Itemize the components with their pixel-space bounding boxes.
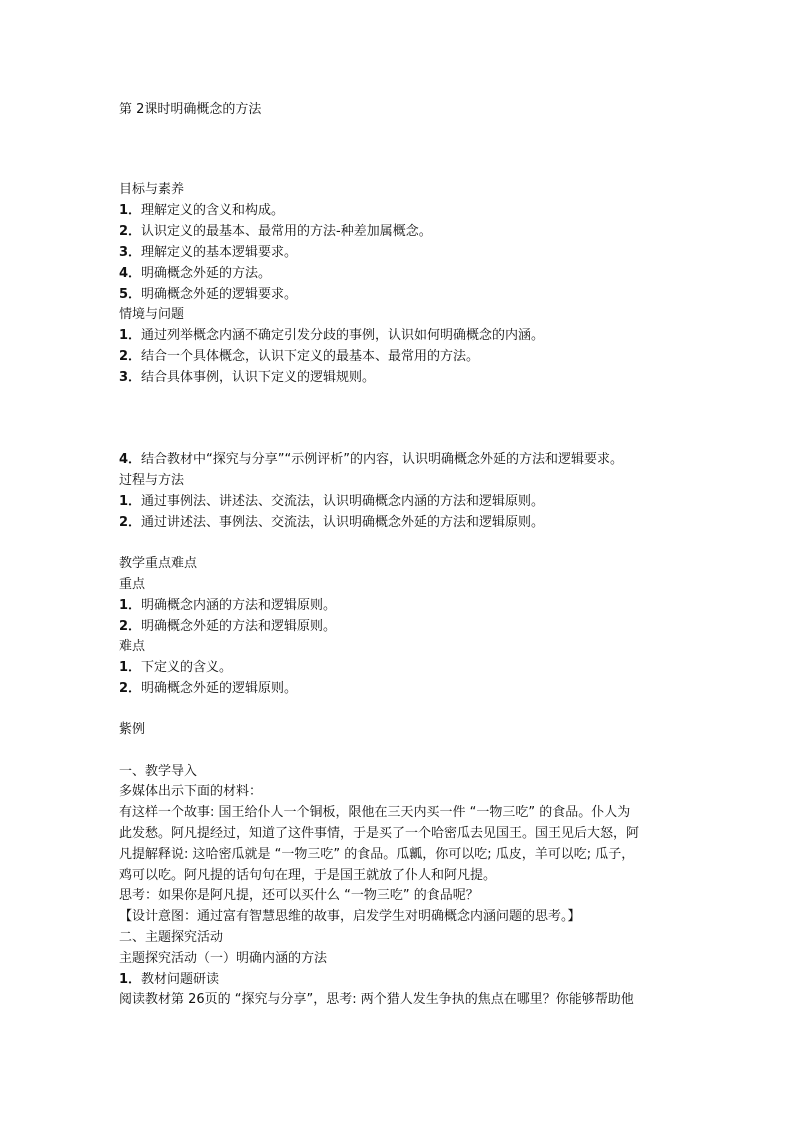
process-item: 2．通过讲述法、事例法、交流法，认识明确概念外延的方法和逻辑原则。: [119, 515, 545, 530]
process-heading: 过程与方法: [119, 473, 185, 488]
case-heading: 紫例: [119, 722, 146, 737]
goal-item: 1．理解定义的含义和构成。: [119, 203, 285, 218]
difficult-heading: 难点: [119, 639, 146, 654]
story-line: 有这样一个故事: 国王给仆人一个铜板，限他在三天内买一件 “一物三吃” 的食品。仆人为: [119, 805, 631, 820]
goal-item: 2．认识定义的最基本、最常用的方法-种差加属概念。: [119, 224, 432, 239]
focus-item: 2．明确概念外延的方法和逻辑原则。: [119, 619, 337, 634]
difficult-item: 2．明确概念外延的逻辑原则。: [119, 681, 298, 696]
situation-heading: 情境与问题: [119, 307, 185, 322]
focus-heading: 重点: [119, 577, 146, 592]
situation-item: 2．结合一个具体概念，认识下定义的最基本、最常用的方法。: [119, 349, 480, 364]
story-line: 鸡可以吃。阿凡提的话句句在理，于是国王就放了仆人和阿凡提。: [119, 868, 497, 883]
situation-item: 4．结合教材中“探究与分享”“示例评析”的内容，认识明确概念外延的方法和逻辑要求。: [119, 452, 623, 467]
key-heading: 教学重点难点: [119, 556, 198, 571]
focus-item: 1．明确概念内涵的方法和逻辑原则。: [119, 598, 337, 613]
goals-heading: 目标与素养: [119, 182, 185, 197]
page-title: 第 2课时明确概念的方法: [119, 102, 262, 117]
design-intent: 【设计意图：通过富有智慧思维的故事，启发学生对明确概念内涵问题的思考。】: [119, 909, 581, 924]
sub-heading: 1．教材问题研读: [119, 972, 220, 987]
topic-heading: 二、主题探究活动: [119, 930, 224, 945]
situation-item: 3．结合具体事例，认识下定义的逻辑规则。: [119, 370, 376, 385]
story-line: 此发愁。阿凡提经过，知道了这件事情，于是买了一个哈密瓜去见国王。国王见后大怒，阿: [119, 826, 640, 841]
goal-item: 3．理解定义的基本逻辑要求。: [119, 245, 298, 260]
story-line: 凡提解释说: 这哈密瓜就是 “一物三吃” 的食品。瓜瓤，你可以吃; 瓜皮，羊可以吃; 瓜子，: [119, 847, 635, 862]
difficult-item: 1．下定义的含义。: [119, 660, 233, 675]
reading-line: 阅读教材第 26页的 “探究与分享”，思考: 两个猎人发生争执的焦点在哪里？你能够帮助他: [119, 992, 634, 1007]
goal-item: 5．明确概念外延的逻辑要求。: [119, 287, 298, 302]
think-line: 思考：如果你是阿凡提，还可以买什么 “一物三吃” 的食品呢？: [119, 888, 479, 903]
process-item: 1．通过事例法、讲述法、交流法，认识明确概念内涵的方法和逻辑原则。: [119, 494, 545, 509]
media-line: 多媒体出示下面的材料：: [119, 784, 263, 799]
activity-heading: 主题探究活动（一）明确内涵的方法: [119, 951, 328, 966]
situation-item: 1．通过列举概念内涵不确定引发分歧的事例，认识如何明确概念的内涵。: [119, 328, 545, 343]
goal-item: 4．明确概念外延的方法。: [119, 266, 272, 281]
intro-heading: 一、教学导入: [119, 764, 198, 779]
